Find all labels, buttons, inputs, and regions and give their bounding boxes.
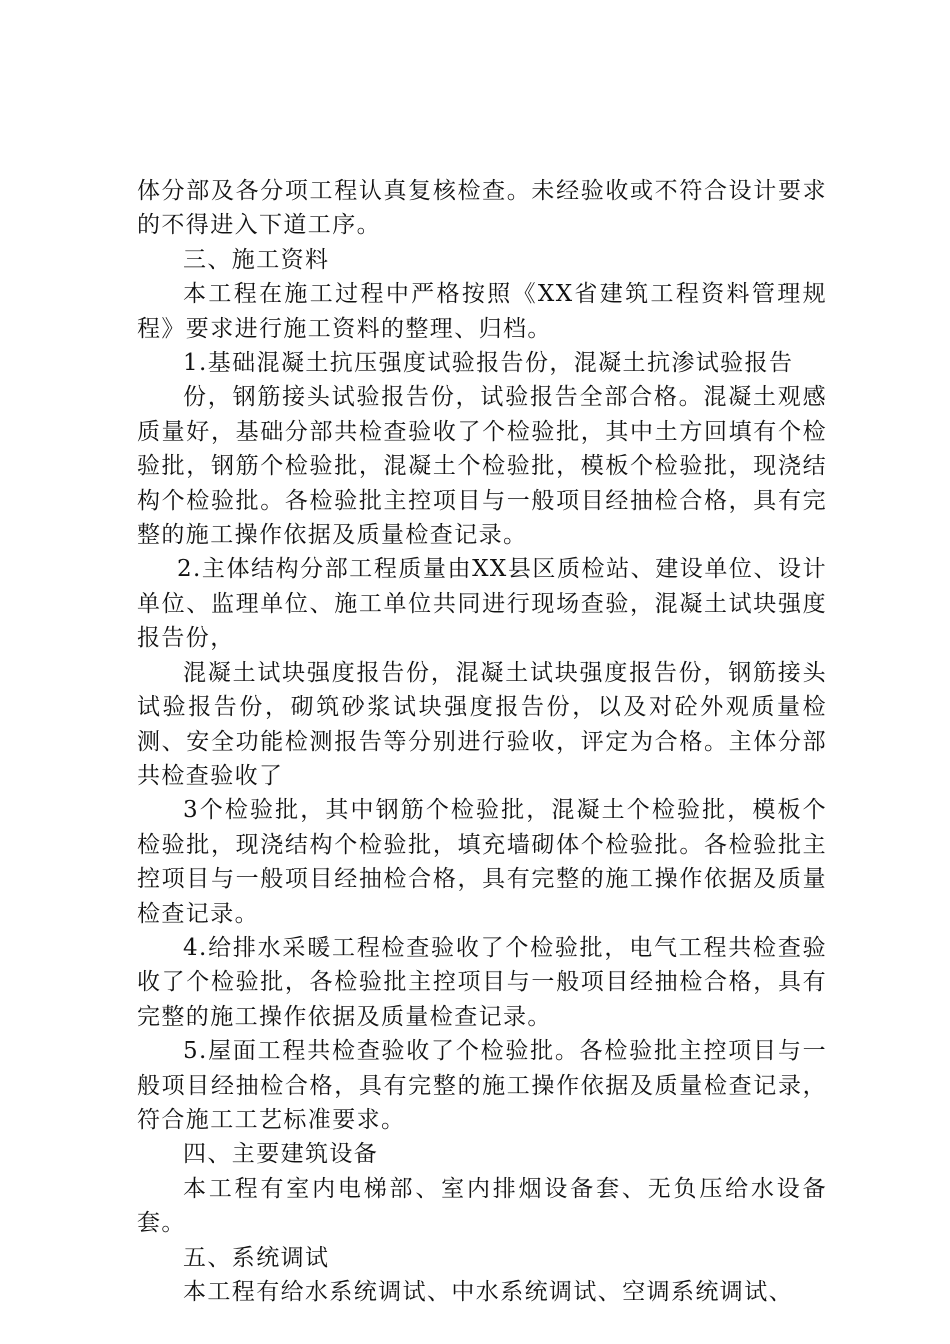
- section-heading-construction-records: 三、施工资料: [183, 246, 330, 273]
- section-heading-system-commissioning: 五、系统调试: [183, 1244, 330, 1271]
- paragraph-equipment: 本工程有室内电梯部、室内排烟设备套、无负压给水设备套。: [137, 1175, 827, 1237]
- list-item-4-plumbing-electrical: 4.给排水采暖工程检查验收了个检验批，电气工程共检查验收了个检验批，各检验批主控项目与一般项目经抽检合格，具有完整的施工操作依据及质量检查记录。: [137, 934, 827, 1030]
- paragraph-foundation-details: 份，钢筋接头试验报告份，试验报告全部合格。混凝土观感质量好，基础分部共检查验收了个检验批，其中土方回填有个检验批，钢筋个检验批，混凝土个检验批，模板个检验批，现浇结构个检验批。各检验批主控项目与一般项目经抽检合格，具有完整的施工操作依据及质量检查记录。: [137, 384, 827, 549]
- paragraph-records-intro: 本工程在施工过程中严格按照《XX省建筑工程资料管理规程》要求进行施工资料的整理、归档。: [137, 281, 827, 342]
- list-item-5-roofing: 5.屋面工程共检查验收了个检验批。各检验批主控项目与一般项目经抽检合格，具有完整的施工操作依据及质量检查记录，符合施工工艺标准要求。: [137, 1038, 827, 1133]
- section-heading-main-equipment: 四、主要建筑设备: [183, 1141, 379, 1168]
- paragraph-continuation: 体分部及各分项工程认真复核检查。未经验收或不符合设计要求的不得进入下道工序。: [137, 178, 827, 239]
- list-item-1-foundation: 1.基础混凝土抗压强度试验报告份，混凝土抗渗试验报告: [183, 350, 794, 377]
- paragraph-main-structure-details: 混凝土试块强度报告份，混凝土试块强度报告份，钢筋接头试验报告份，砌筑砂浆试块强度报告份，以及对砼外观质量检测、安全功能检测报告等分别进行验收，评定为合格。主体分部共检查验收了: [137, 659, 827, 789]
- paragraph-system-commissioning: 本工程有给水系统调试、中水系统调试、空调系统调试、: [183, 1279, 793, 1305]
- document-body: [137, 174, 827, 1309]
- list-item-2-main-structure: 2.主体结构分部工程质量由XX县区质检站、建设单位、设计单位、监理单位、施工单位共同进行现场查验，混凝土试块强度报告份，: [137, 556, 827, 652]
- paragraph-inspection-lots: 3个检验批，其中钢筋个检验批，混凝土个检验批，模板个检验批，现浇结构个检验批，填充墙砌体个检验批。各检验批主控项目与一般项目经抽检合格，具有完整的施工操作依据及质量检查记录。: [137, 797, 827, 927]
